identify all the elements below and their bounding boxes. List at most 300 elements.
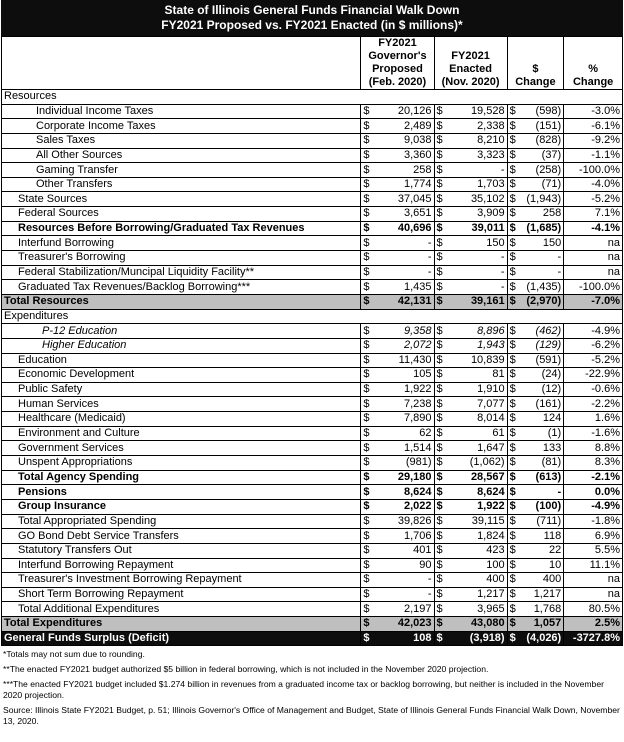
enacted-value: 19,528 [447, 104, 507, 119]
dollar-sign: $ [507, 617, 520, 632]
dollar-sign: $ [434, 426, 447, 441]
dollar-sign: $ [507, 470, 520, 485]
row-label-total-additional-expenditures: Total Additional Expenditures [2, 602, 361, 617]
dollar-sign: $ [361, 353, 374, 368]
dollar-sign: $ [361, 280, 374, 295]
table-row [2, 426, 623, 441]
proposed-value: 1,922 [374, 382, 434, 397]
enacted-value: - [447, 265, 507, 280]
row-label-public-safety: Public Safety [2, 382, 361, 397]
row-label-total-expenditures: Total Expenditures [2, 617, 361, 632]
proposed-value: - [374, 265, 434, 280]
row-label-federal-sources: Federal Sources [2, 207, 361, 222]
dollar-change-value: (151) [520, 119, 563, 134]
header-enacted: FY2021 Enacted (Nov. 2020) [434, 37, 507, 90]
enacted-value: 150 [447, 236, 507, 251]
table-row [2, 456, 623, 471]
dollar-sign: $ [361, 177, 374, 192]
dollar-sign: $ [507, 324, 520, 339]
proposed-value: 20,126 [374, 104, 434, 119]
dollar-sign: $ [507, 177, 520, 192]
percent-change-value: -7.0% [564, 294, 623, 309]
dollar-sign: $ [434, 192, 447, 207]
enacted-value: - [447, 251, 507, 266]
dollar-sign: $ [434, 294, 447, 309]
dollar-sign: $ [434, 324, 447, 339]
table-row [2, 119, 623, 134]
row-label-short-term-borrowing-repayment: Short Term Borrowing Repayment [2, 587, 361, 602]
dollar-sign: $ [434, 236, 447, 251]
enacted-value: 3,323 [447, 148, 507, 163]
enacted-value: 100 [447, 558, 507, 573]
percent-change-value: -1.8% [564, 514, 623, 529]
dollar-sign: $ [434, 558, 447, 573]
enacted-value: 7,077 [447, 397, 507, 412]
dollar-sign: $ [507, 148, 520, 163]
dollar-sign: $ [434, 485, 447, 500]
dollar-sign: $ [434, 587, 447, 602]
dollar-change-value: 150 [520, 236, 563, 251]
table-row [2, 148, 623, 163]
dollar-sign: $ [361, 617, 374, 632]
row-label-general-funds-surplus-deficit: General Funds Surplus (Deficit) [2, 631, 361, 646]
dollar-change-value: (1,435) [520, 280, 563, 295]
percent-change-value: -2.1% [564, 470, 623, 485]
dollar-sign: $ [507, 221, 520, 236]
table-row [2, 543, 623, 558]
dollar-change-value: (613) [520, 470, 563, 485]
proposed-value: 258 [374, 163, 434, 178]
percent-change-value: -6.1% [564, 119, 623, 134]
dollar-sign: $ [361, 412, 374, 427]
proposed-value: 2,072 [374, 338, 434, 353]
report-title-line2: FY2021 Proposed vs. FY2021 Enacted (in $ millions)* [161, 18, 463, 32]
proposed-value: 105 [374, 368, 434, 383]
row-label-human-services: Human Services [2, 397, 361, 412]
table-row [2, 397, 623, 412]
dollar-sign: $ [361, 514, 374, 529]
dollar-sign: $ [434, 470, 447, 485]
dollar-sign: $ [434, 543, 447, 558]
proposed-value: 2,022 [374, 499, 434, 514]
enacted-value: 1,824 [447, 529, 507, 544]
dollar-change-value: 22 [520, 543, 563, 558]
dollar-sign: $ [434, 353, 447, 368]
percent-change-value: -3727.8% [564, 631, 623, 646]
percent-change-value: -4.0% [564, 177, 623, 192]
header-proposed: FY2021 Governor's Proposed (Feb. 2020) [361, 37, 434, 90]
enacted-value: 35,102 [447, 192, 507, 207]
row-label-economic-development: Economic Development [2, 368, 361, 383]
row-label-higher-education: Higher Education [2, 338, 361, 353]
dollar-sign: $ [361, 251, 374, 266]
dollar-change-value: (2,970) [520, 294, 563, 309]
dollar-change-value: 10 [520, 558, 563, 573]
dollar-sign: $ [434, 602, 447, 617]
dollar-change-value: (828) [520, 133, 563, 148]
percent-change-value: na [564, 587, 623, 602]
proposed-value: 2,197 [374, 602, 434, 617]
dollar-sign: $ [507, 294, 520, 309]
table-row [2, 207, 623, 222]
percent-change-value: 2.5% [564, 617, 623, 632]
percent-change-value: -0.6% [564, 382, 623, 397]
table-row [2, 338, 623, 353]
row-label-unspent-appropriations: Unspent Appropriations [2, 456, 361, 471]
header-percent-change: % Change [564, 37, 623, 90]
dollar-sign: $ [507, 265, 520, 280]
footnote-federal-borrowing: **The enacted FY2021 budget authorized $5 billion in federal borrowing, which is not included in the November 2020 projection. [3, 664, 489, 675]
percent-change-value: -5.2% [564, 353, 623, 368]
dollar-change-value: (711) [520, 514, 563, 529]
dollar-sign: $ [361, 192, 374, 207]
dollar-change-value: 1,217 [520, 587, 563, 602]
table-row [2, 221, 623, 236]
dollar-change-value: - [520, 251, 563, 266]
row-label-go-bond-debt-service-transfers: GO Bond Debt Service Transfers [2, 529, 361, 544]
row-label-p-12-education: P-12 Education [2, 324, 361, 339]
enacted-value: 61 [447, 426, 507, 441]
dollar-sign: $ [507, 602, 520, 617]
table-row [2, 587, 623, 602]
dollar-change-value: 1,057 [520, 617, 563, 632]
proposed-value: (981) [374, 456, 434, 471]
enacted-value: 81 [447, 368, 507, 383]
dollar-sign: $ [434, 119, 447, 134]
percent-change-value: -22.9% [564, 368, 623, 383]
row-label-other-transfers: Other Transfers [2, 177, 361, 192]
row-label-healthcare-medicaid: Healthcare (Medicaid) [2, 412, 361, 427]
dollar-change-value: (4,026) [520, 631, 563, 646]
dollar-sign: $ [361, 265, 374, 280]
enacted-value: 8,624 [447, 485, 507, 500]
dollar-sign: $ [361, 456, 374, 471]
dollar-sign: $ [507, 631, 520, 646]
dollar-sign: $ [361, 602, 374, 617]
dollar-change-value: - [520, 265, 563, 280]
dollar-sign: $ [361, 207, 374, 222]
dollar-sign: $ [361, 426, 374, 441]
dollar-sign: $ [507, 382, 520, 397]
table-row [2, 470, 623, 485]
row-label-individual-income-taxes: Individual Income Taxes [2, 104, 361, 119]
dollar-sign: $ [361, 104, 374, 119]
percent-change-value: -1.1% [564, 148, 623, 163]
table-row [2, 558, 623, 573]
dollar-sign: $ [507, 441, 520, 456]
percent-change-value: -4.9% [564, 499, 623, 514]
enacted-value: 3,909 [447, 207, 507, 222]
dollar-sign: $ [361, 294, 374, 309]
dollar-sign: $ [361, 470, 374, 485]
dollar-sign: $ [434, 368, 447, 383]
table-row [2, 177, 623, 192]
percent-change-value: 1.6% [564, 412, 623, 427]
section-filler [361, 309, 623, 324]
proposed-value: 8,624 [374, 485, 434, 500]
report-title [1, 0, 623, 36]
percent-change-value: na [564, 251, 623, 266]
percent-change-value: 5.5% [564, 543, 623, 558]
table-row [2, 324, 623, 339]
dollar-change-value: (12) [520, 382, 563, 397]
dollar-sign: $ [361, 338, 374, 353]
dollar-sign: $ [507, 163, 520, 178]
dollar-sign: $ [434, 573, 447, 588]
table-row [2, 104, 623, 119]
row-label-statutory-transfers-out: Statutory Transfers Out [2, 543, 361, 558]
enacted-value: 8,210 [447, 133, 507, 148]
row-label-education: Education [2, 353, 361, 368]
percent-change-value: 0.0% [564, 485, 623, 500]
enacted-value: - [447, 163, 507, 178]
enacted-value: 8,896 [447, 324, 507, 339]
row-label-resources: Resources [2, 90, 361, 105]
table-row [2, 412, 623, 427]
enacted-value: - [447, 280, 507, 295]
enacted-value: 423 [447, 543, 507, 558]
row-label-treasurer-s-investment-borrowing-repayment: Treasurer's Investment Borrowing Repayment [2, 573, 361, 588]
dollar-sign: $ [361, 587, 374, 602]
enacted-value: 2,338 [447, 119, 507, 134]
table-row [2, 529, 623, 544]
dollar-sign: $ [434, 617, 447, 632]
dollar-sign: $ [507, 119, 520, 134]
table-body [2, 90, 623, 646]
percent-change-value: na [564, 573, 623, 588]
dollar-sign: $ [434, 133, 447, 148]
dollar-sign: $ [361, 558, 374, 573]
proposed-value: 7,890 [374, 412, 434, 427]
dollar-sign: $ [507, 397, 520, 412]
dollar-change-value: (37) [520, 148, 563, 163]
table-row [2, 163, 623, 178]
percent-change-value: 7.1% [564, 207, 623, 222]
percent-change-value: -4.9% [564, 324, 623, 339]
footnote-rounding: *Totals may not sum due to rounding. [3, 649, 145, 660]
row-label-corporate-income-taxes: Corporate Income Taxes [2, 119, 361, 134]
dollar-sign: $ [507, 587, 520, 602]
table-row [2, 353, 623, 368]
proposed-value: 11,430 [374, 353, 434, 368]
dollar-sign: $ [507, 192, 520, 207]
table-row [2, 382, 623, 397]
percent-change-value: -2.2% [564, 397, 623, 412]
dollar-sign: $ [361, 221, 374, 236]
table-row [2, 573, 623, 588]
dollar-sign: $ [361, 236, 374, 251]
dollar-change-value: 258 [520, 207, 563, 222]
percent-change-value: 6.9% [564, 529, 623, 544]
proposed-value: 7,238 [374, 397, 434, 412]
row-label-graduated-tax-revenues-backlog-borrowing: Graduated Tax Revenues/Backlog Borrowing*** [2, 280, 361, 295]
section-filler [361, 90, 623, 105]
dollar-sign: $ [507, 368, 520, 383]
dollar-sign: $ [434, 631, 447, 646]
proposed-value: 2,489 [374, 119, 434, 134]
table-row [2, 236, 623, 251]
proposed-value: 401 [374, 543, 434, 558]
proposed-value: 39,826 [374, 514, 434, 529]
enacted-value: 10,839 [447, 353, 507, 368]
proposed-value: 29,180 [374, 470, 434, 485]
header-label-cell [2, 37, 361, 90]
dollar-sign: $ [434, 514, 447, 529]
percent-change-value: 8.8% [564, 441, 623, 456]
percent-change-value: -100.0% [564, 163, 623, 178]
enacted-value: 39,115 [447, 514, 507, 529]
enacted-value: 1,943 [447, 338, 507, 353]
dollar-sign: $ [361, 499, 374, 514]
footnote-graduated-tax: ***The enacted FY2021 budget included $1.274 billion in revenues from a graduated income tax or backlog borrowing, but neither is included in the November 2020 projection. [3, 678, 604, 700]
percent-change-value: -100.0% [564, 280, 623, 295]
row-label-total-agency-spending: Total Agency Spending [2, 470, 361, 485]
dollar-sign: $ [507, 543, 520, 558]
dollar-sign: $ [434, 251, 447, 266]
percent-change-value: -1.6% [564, 426, 623, 441]
table-row [2, 294, 623, 309]
row-label-government-services: Government Services [2, 441, 361, 456]
dollar-sign: $ [434, 104, 447, 119]
dollar-change-value: 118 [520, 529, 563, 544]
table-row [2, 602, 623, 617]
dollar-sign: $ [507, 558, 520, 573]
dollar-sign: $ [434, 265, 447, 280]
dollar-sign: $ [507, 338, 520, 353]
dollar-change-value: (100) [520, 499, 563, 514]
percent-change-value: -4.1% [564, 221, 623, 236]
dollar-change-value: (71) [520, 177, 563, 192]
dollar-change-value: 400 [520, 573, 563, 588]
dollar-sign: $ [507, 207, 520, 222]
dollar-sign: $ [434, 397, 447, 412]
dollar-sign: $ [361, 324, 374, 339]
proposed-value: 1,514 [374, 441, 434, 456]
dollar-sign: $ [434, 338, 447, 353]
dollar-change-value: (1,943) [520, 192, 563, 207]
percent-change-value: 8.3% [564, 456, 623, 471]
percent-change-value: -9.2% [564, 133, 623, 148]
proposed-value: - [374, 573, 434, 588]
percent-change-value: 11.1% [564, 558, 623, 573]
dollar-sign: $ [434, 280, 447, 295]
dollar-sign: $ [434, 207, 447, 222]
table-row [2, 441, 623, 456]
footnote-source: Source: Illinois State FY2021 Budget, p. 51; Illinois Governor's Office of Management and Budget, State of Illinois General Funds Financial Walk Down, November 13, 2020. [3, 704, 620, 726]
enacted-value: 3,965 [447, 602, 507, 617]
enacted-value: 43,080 [447, 617, 507, 632]
row-label-treasurer-s-borrowing: Treasurer's Borrowing [2, 251, 361, 266]
report-title-line1: State of Illinois General Funds Financial Walk Down [164, 3, 460, 17]
dollar-sign: $ [507, 353, 520, 368]
row-label-environment-and-culture: Environment and Culture [2, 426, 361, 441]
table-row [2, 514, 623, 529]
proposed-value: 1,706 [374, 529, 434, 544]
walkdown-table [1, 36, 623, 646]
dollar-sign: $ [507, 280, 520, 295]
enacted-value: 39,161 [447, 294, 507, 309]
enacted-value: 1,647 [447, 441, 507, 456]
row-label-total-resources: Total Resources [2, 294, 361, 309]
dollar-change-value: (161) [520, 397, 563, 412]
proposed-value: 90 [374, 558, 434, 573]
proposed-value: 3,360 [374, 148, 434, 163]
percent-change-value: -5.2% [564, 192, 623, 207]
dollar-change-value: - [520, 485, 563, 500]
dollar-sign: $ [507, 514, 520, 529]
dollar-change-value: (129) [520, 338, 563, 353]
dollar-sign: $ [434, 382, 447, 397]
proposed-value: 9,358 [374, 324, 434, 339]
dollar-change-value: 124 [520, 412, 563, 427]
enacted-value: (3,918) [447, 631, 507, 646]
enacted-value: 28,567 [447, 470, 507, 485]
dollar-sign: $ [434, 456, 447, 471]
table-row [2, 309, 623, 324]
enacted-value: 400 [447, 573, 507, 588]
proposed-value: 42,131 [374, 294, 434, 309]
table-row [2, 499, 623, 514]
percent-change-value: 80.5% [564, 602, 623, 617]
proposed-value: 9,038 [374, 133, 434, 148]
dollar-sign: $ [434, 148, 447, 163]
dollar-change-value: (1,685) [520, 221, 563, 236]
proposed-value: 108 [374, 631, 434, 646]
proposed-value: 1,435 [374, 280, 434, 295]
enacted-value: (1,062) [447, 456, 507, 471]
dollar-sign: $ [507, 236, 520, 251]
enacted-value: 1,910 [447, 382, 507, 397]
dollar-sign: $ [361, 397, 374, 412]
percent-change-value: na [564, 265, 623, 280]
table-row [2, 631, 623, 646]
row-label-resources-before-borrowing-graduated-tax-revenues: Resources Before Borrowing/Graduated Tax Revenues [2, 221, 361, 236]
row-label-total-appropriated-spending: Total Appropriated Spending [2, 514, 361, 529]
dollar-change-value: (462) [520, 324, 563, 339]
proposed-value: 62 [374, 426, 434, 441]
dollar-sign: $ [434, 163, 447, 178]
row-label-all-other-sources: All Other Sources [2, 148, 361, 163]
dollar-change-value: 133 [520, 441, 563, 456]
row-label-federal-stabilization-muncipal-liquidity-facility: Federal Stabilization/Muncipal Liquidity Facility** [2, 265, 361, 280]
dollar-sign: $ [507, 133, 520, 148]
row-label-gaming-transfer: Gaming Transfer [2, 163, 361, 178]
row-label-expenditures: Expenditures [2, 309, 361, 324]
percent-change-value: na [564, 236, 623, 251]
dollar-sign: $ [507, 529, 520, 544]
dollar-change-value: (258) [520, 163, 563, 178]
dollar-sign: $ [507, 412, 520, 427]
table-row [2, 280, 623, 295]
dollar-sign: $ [361, 441, 374, 456]
table-row [2, 90, 623, 105]
dollar-sign: $ [361, 631, 374, 646]
dollar-sign: $ [507, 573, 520, 588]
dollar-change-value: (1) [520, 426, 563, 441]
table-row [2, 485, 623, 500]
enacted-value: 8,014 [447, 412, 507, 427]
table-row [2, 251, 623, 266]
dollar-change-value: (598) [520, 104, 563, 119]
dollar-change-value: (591) [520, 353, 563, 368]
proposed-value: - [374, 587, 434, 602]
row-label-sales-taxes: Sales Taxes [2, 133, 361, 148]
row-label-pensions: Pensions [2, 485, 361, 500]
dollar-sign: $ [507, 104, 520, 119]
table-row [2, 133, 623, 148]
dollar-sign: $ [434, 499, 447, 514]
table-row [2, 617, 623, 632]
